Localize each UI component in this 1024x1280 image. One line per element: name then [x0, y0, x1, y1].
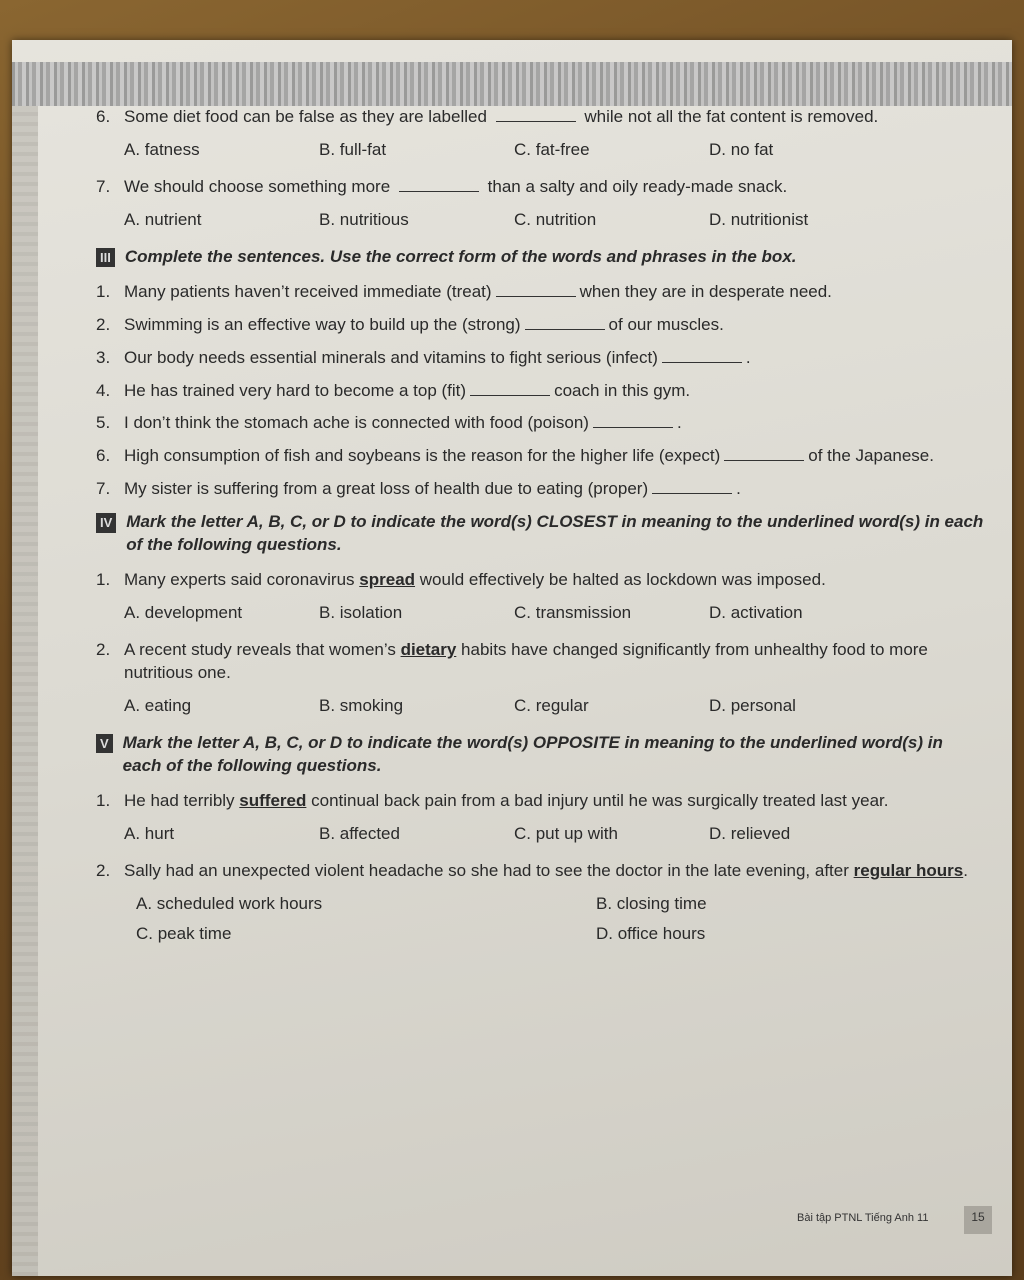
- sec3-item-1: [96, 281, 986, 304]
- option-c[interactable]: C. regular: [514, 695, 589, 715]
- option-c[interactable]: C. put up with: [514, 823, 618, 843]
- item-text-end: when they are in desperate need.: [579, 281, 832, 301]
- option-a[interactable]: A. hurt: [124, 823, 175, 843]
- section-title: Complete the sentences. Use the correct form of the words and phrases in the box.: [124, 246, 797, 266]
- sec3-item-2: [96, 314, 986, 337]
- option-d[interactable]: D. nutritionist: [709, 209, 809, 229]
- question-6: [96, 106, 986, 129]
- underlined-word: regular hours: [853, 860, 964, 880]
- item-number: 7.: [96, 479, 111, 499]
- item-number: 5.: [96, 413, 111, 433]
- question-text-end: habits have changed significantly from unhealthy food to more nutritious one.: [124, 640, 928, 682]
- answer-blank[interactable]: [399, 177, 479, 192]
- item-text-end: of our muscles.: [608, 314, 724, 334]
- header-strip: [12, 62, 1012, 106]
- sec5-options-2: [136, 893, 986, 947]
- item-text: High consumption of fish and soybeans is the reason for the higher life (expect): [124, 446, 721, 466]
- answer-blank[interactable]: [496, 107, 576, 122]
- section-title: Mark the letter A, B, C, or D to indicate the word(s) OPPOSITE in meaning to the underlined word(s) in each of the following questions.: [122, 732, 943, 775]
- item-number: 1.: [96, 281, 111, 301]
- sec4-options-2: [124, 695, 986, 718]
- item-number: 4.: [96, 380, 111, 400]
- item-text-end: .: [676, 413, 682, 433]
- question-text: We should choose something more: [124, 176, 391, 196]
- sec4-options-1: [124, 602, 986, 625]
- option-b[interactable]: B. isolation: [319, 603, 403, 623]
- option-d[interactable]: D. relieved: [709, 823, 791, 843]
- page-number: 15: [964, 1206, 992, 1234]
- options-7: [124, 209, 986, 232]
- item-text-end: coach in this gym.: [554, 380, 691, 400]
- option-c[interactable]: C. transmission: [514, 603, 632, 623]
- option-b[interactable]: B. smoking: [319, 695, 404, 715]
- option-b[interactable]: B. affected: [319, 823, 400, 843]
- question-number: 1.: [96, 790, 111, 810]
- sec5-options-1: [124, 823, 986, 846]
- option-a[interactable]: A. development: [124, 603, 243, 623]
- section-4-heading: [96, 511, 986, 557]
- item-number: 3.: [96, 347, 111, 367]
- option-b[interactable]: B. closing time: [596, 893, 707, 913]
- answer-blank[interactable]: [470, 381, 550, 396]
- question-text-end: would effectively be halted as lockdown was imposed.: [419, 570, 826, 590]
- question-text-end: continual back pain from a bad injury until he was surgically treated last year.: [311, 790, 889, 810]
- question-number: 6.: [96, 107, 111, 126]
- item-number: 2.: [96, 314, 111, 334]
- sec3-item-6: [96, 445, 986, 468]
- answer-blank[interactable]: [724, 446, 804, 461]
- option-a[interactable]: A. eating: [124, 695, 192, 715]
- option-c[interactable]: C. peak time: [136, 924, 232, 944]
- question-text: Many experts said coronavirus: [124, 570, 355, 590]
- sec4-question-2: [96, 639, 986, 685]
- section-badge: III: [96, 248, 115, 268]
- item-text: Many patients haven’t received immediate (treat): [124, 281, 492, 301]
- option-a[interactable]: A. nutrient: [124, 209, 202, 229]
- item-text-end: .: [736, 479, 741, 499]
- item-text: I don’t think the stomach ache is connected with food (poison): [124, 413, 589, 433]
- question-text-end: while not all the fat content is removed.: [584, 107, 879, 126]
- option-d[interactable]: D. personal: [709, 695, 796, 715]
- sec5-question-2: [96, 860, 986, 883]
- item-text-end: of the Japanese.: [808, 446, 934, 466]
- item-text: My sister is suffering from a great loss of health due to eating (proper): [124, 479, 649, 499]
- option-d[interactable]: D. no fat: [709, 139, 774, 159]
- option-a[interactable]: A. scheduled work hours: [136, 893, 323, 913]
- sec3-item-5: [96, 412, 986, 435]
- underlined-word: suffered: [239, 790, 307, 810]
- underlined-word: spread: [359, 570, 416, 590]
- option-a[interactable]: A. fatness: [124, 139, 200, 159]
- sec4-question-1: [96, 569, 986, 592]
- sec3-item-7: [96, 478, 986, 501]
- question-text: He had terribly: [124, 790, 235, 810]
- item-number: 6.: [96, 446, 111, 466]
- option-d[interactable]: D. office hours: [596, 924, 706, 944]
- item-text: Our body needs essential minerals and vitamins to fight serious (infect): [124, 347, 658, 367]
- item-text: He has trained very hard to become a top (fit): [124, 380, 467, 400]
- sec5-question-1: [96, 790, 986, 813]
- question-number: 1.: [96, 570, 111, 590]
- section-3-heading: [96, 246, 986, 269]
- book-title: Bài tập PTNL Tiếng Anh 11: [797, 1212, 929, 1224]
- options-6: [124, 139, 986, 162]
- option-b[interactable]: B. full-fat: [319, 139, 387, 159]
- option-b[interactable]: B. nutritious: [319, 209, 409, 229]
- page-edge: [12, 106, 38, 1276]
- underlined-word: dietary: [400, 640, 457, 659]
- question-text: Some diet food can be false as they are labelled: [124, 107, 487, 126]
- question-number: 2.: [96, 640, 111, 659]
- option-c[interactable]: C. nutrition: [514, 209, 597, 229]
- question-number: 2.: [96, 860, 111, 880]
- item-text-end: .: [745, 347, 751, 367]
- worksheet-content: [96, 106, 986, 958]
- answer-blank[interactable]: [662, 348, 742, 363]
- option-d[interactable]: D. activation: [709, 603, 803, 623]
- answer-blank[interactable]: [652, 479, 732, 494]
- section-5-heading: [96, 732, 986, 778]
- sec3-item-4: [96, 380, 986, 403]
- worksheet-page: [12, 40, 1012, 1276]
- question-text-end: than a salty and oily ready-made snack.: [487, 176, 788, 196]
- question-text-end: .: [963, 860, 968, 880]
- answer-blank[interactable]: [593, 413, 673, 428]
- item-text: Swimming is an effective way to build up the (strong): [124, 314, 521, 334]
- question-number: 7.: [96, 176, 111, 196]
- question-7: [96, 176, 986, 199]
- answer-blank[interactable]: [525, 315, 605, 330]
- question-text: Sally had an unexpected violent headache so she had to see the doctor in the late evening, after: [124, 860, 849, 880]
- section-badge: V: [96, 734, 113, 754]
- question-text: A recent study reveals that women’s: [124, 640, 396, 659]
- section-badge: IV: [96, 513, 116, 533]
- option-c[interactable]: C. fat-free: [514, 139, 590, 159]
- sec3-item-3: [96, 347, 986, 370]
- answer-blank[interactable]: [496, 282, 576, 297]
- section-title: Mark the letter A, B, C, or D to indicate the word(s) CLOSEST in meaning to the underlined word(s) in each of the following questions.: [126, 512, 984, 555]
